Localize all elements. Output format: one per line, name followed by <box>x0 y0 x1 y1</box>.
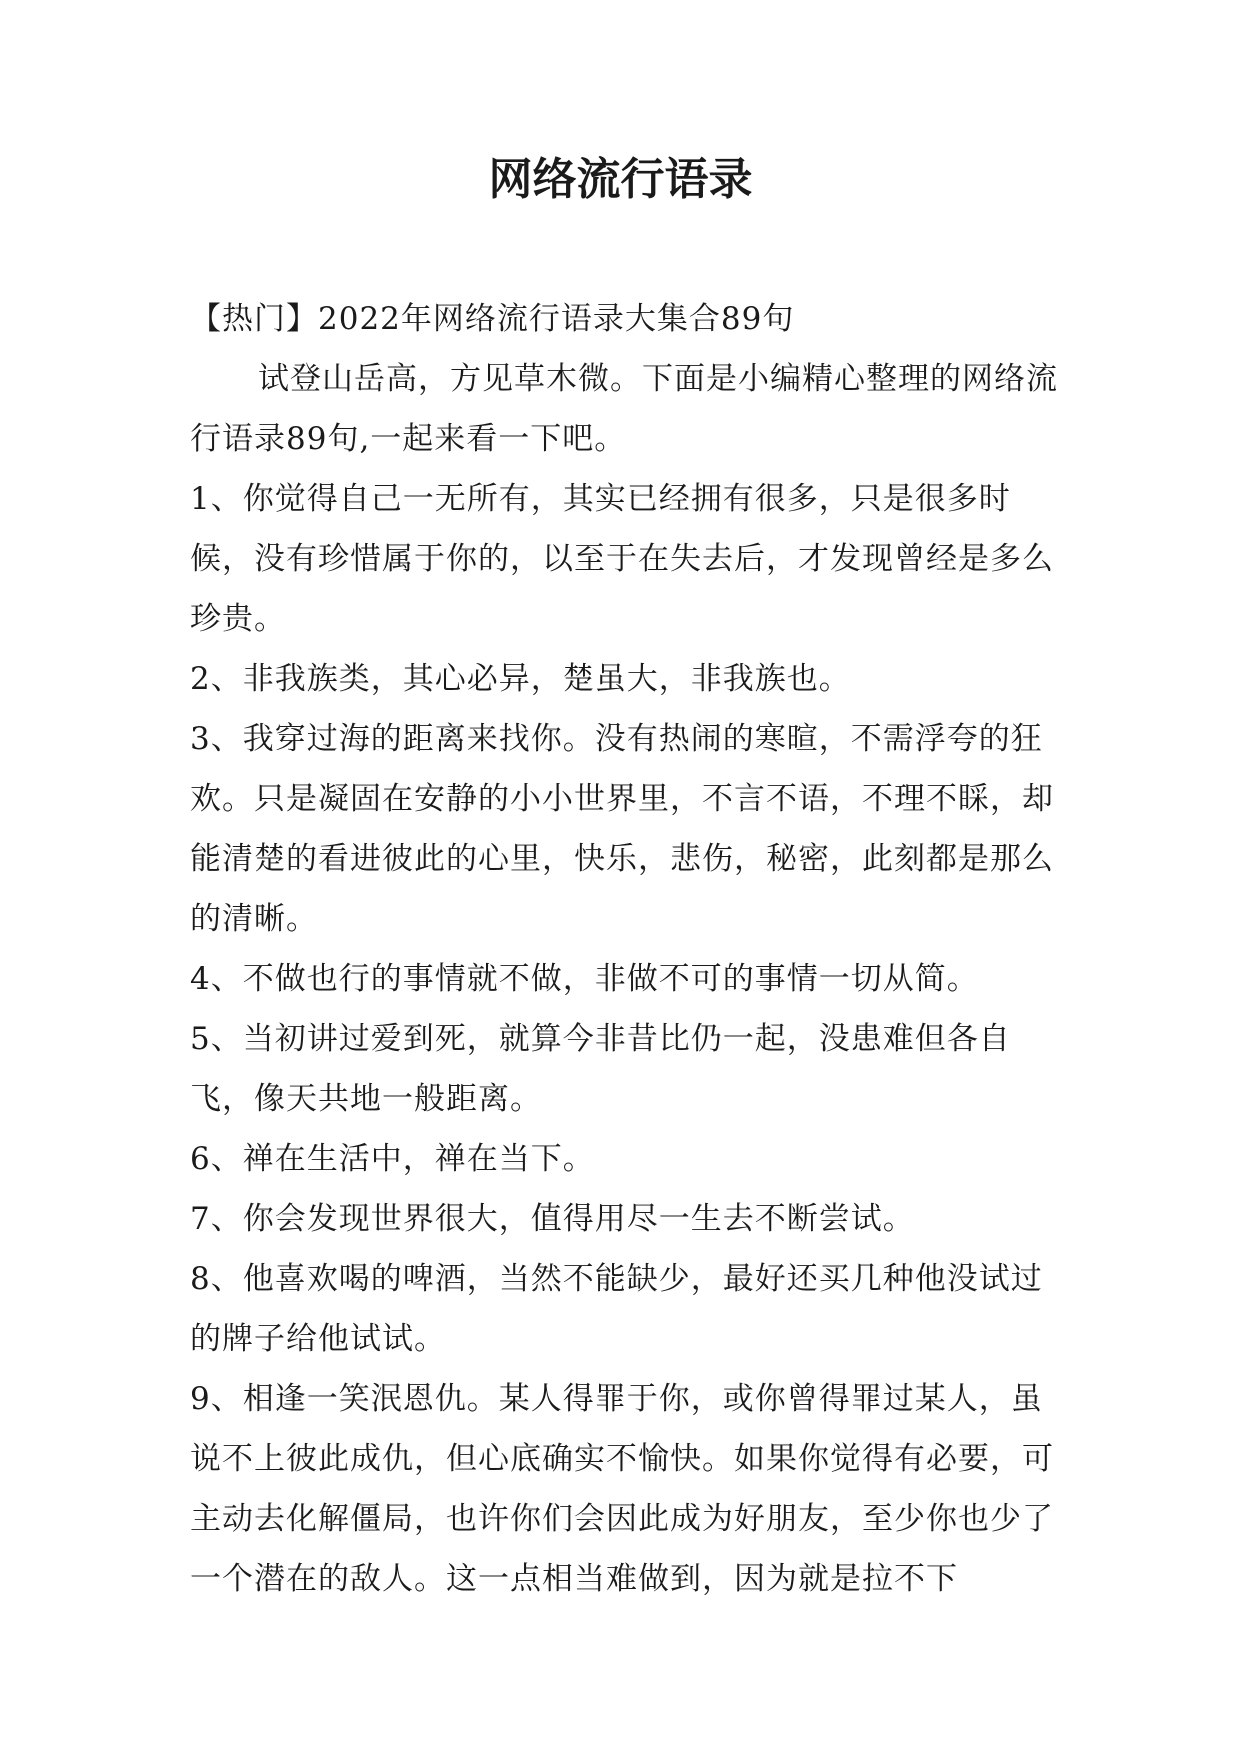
document-body <box>190 289 1060 1609</box>
list-item: 3、我穿过海的距离来找你。没有热闹的寒暄，不需浮夸的狂欢。只是凝固在安静的小小世界里，不言不语，不理不睬，却能清楚的看进彼此的心里，快乐，悲伤，秘密，此刻都是那么的清晰。 <box>190 721 1054 937</box>
intro-paragraph: 试登山岳高，方见草木微。下面是小编精心整理的网络流行语录89句,一起来看一下吧。 <box>190 361 1058 457</box>
list-item: 6、禅在生活中，禅在当下。 <box>190 1141 595 1177</box>
list-item: 4、不做也行的事情就不做，非做不可的事情一切从简。 <box>190 961 979 997</box>
list-item: 7、你会发现世界很大，值得用尽一生去不断尝试。 <box>190 1201 915 1237</box>
list-item: 9、相逢一笑泯恩仇。某人得罪于你，或你曾得罪过某人，虽说不上彼此成仇，但心底确实不愉快。如果你觉得有必要，可主动去化解僵局，也许你们会因此成为好朋友，至少你也少了一个潜在的敌人。这一点相当难做到，因为就是拉不下 <box>190 1381 1054 1597</box>
document-subtitle: 【热门】2022年网络流行语录大集合89句 <box>190 301 795 337</box>
document-title: 网络流行语录 <box>488 154 753 205</box>
list-item: 2、非我族类，其心必异，楚虽大，非我族也。 <box>190 661 851 697</box>
list-item: 1、你觉得自己一无所有，其实已经拥有很多，只是很多时候，没有珍惜属于你的，以至于在失去后，才发现曾经是多么珍贵。 <box>190 481 1054 637</box>
list-item: 5、当初讲过爱到死，就算今非昔比仍一起，没患难但各自飞，像天共地一般距离。 <box>190 1021 1011 1117</box>
list-item: 8、他喜欢喝的啤酒，当然不能缺少，最好还买几种他没试过的牌子给他试试。 <box>190 1261 1043 1357</box>
